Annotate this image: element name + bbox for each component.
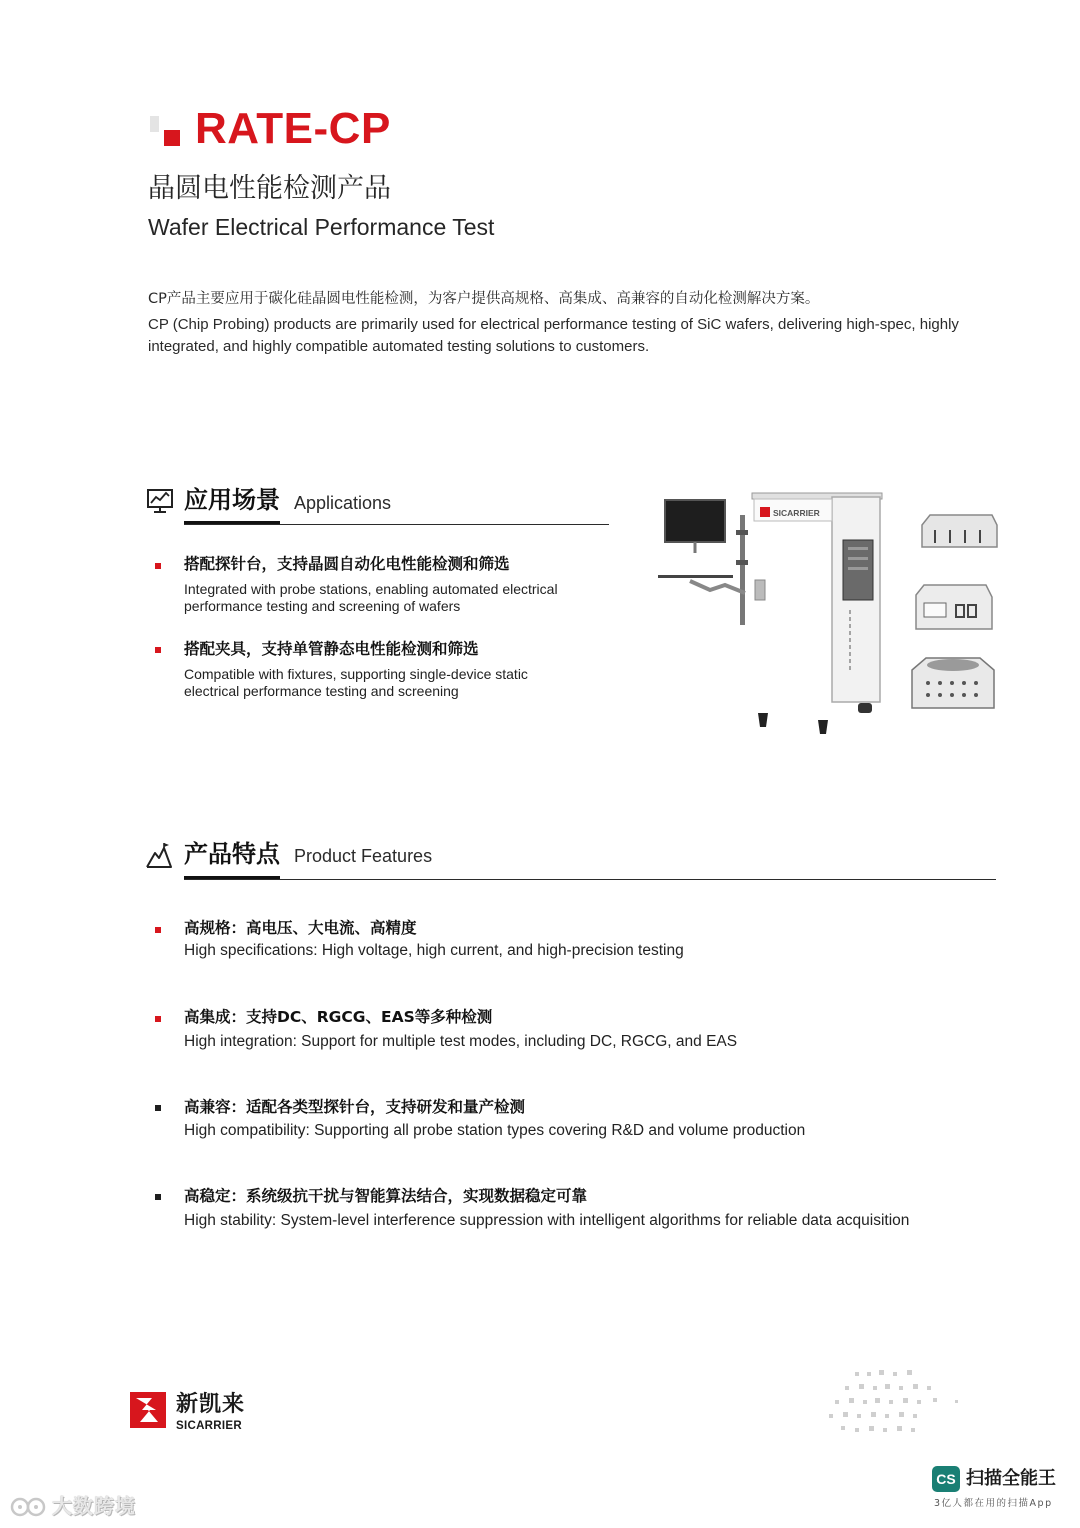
decorative-dot-pattern (815, 1362, 985, 1442)
mountain-peak-icon (145, 842, 173, 870)
feature-item-en: High compatibility: Supporting all probe station types covering R&D and volume production (184, 1122, 806, 1139)
application-item-cn: 搭配夹具，支持单管静态电性能检测和筛选 (184, 640, 479, 658)
monitor-chart-icon (146, 487, 174, 515)
equipment-brand-label: SICARRIER (773, 508, 820, 518)
intro-chinese: CP产品主要应用于碳化硅晶圆电性能检测，为客户提供高规格、高集成、高兼容的自动化检测解决方案。 (148, 291, 820, 307)
feature-item-en: High specifications: High voltage, high current, and high-precision testing (184, 942, 684, 959)
bullet-marker (155, 1016, 161, 1022)
feature-item-en: High stability: System-level interference suppression with intelligent algorithms for reliable data acquisition (184, 1212, 910, 1229)
sicarrier-logo-icon (130, 1392, 166, 1428)
features-title-cn: 产品特点 (184, 840, 280, 868)
applications-title-en: Applications (294, 493, 392, 513)
scanner-app-badge: CS (932, 1466, 960, 1492)
brand-name-en: SICARRIER (176, 1420, 242, 1432)
applications-title-cn: 应用场景 (184, 486, 280, 514)
test-equipment-illustration (650, 485, 1000, 745)
subtitle-english: Wafer Electrical Performance Test (148, 214, 495, 240)
application-item-cn: 搭配探针台，支持晶圆自动化电性能检测和筛选 (184, 555, 510, 573)
scanner-app-name: 扫描全能王 (966, 1468, 1056, 1489)
intro-english: CP (Chip Probing) products are primarily used for electrical performance testing of SiC wafers, delivering high-spec, highly integrated, and highly compatible automated testing solutions to customers. (148, 316, 959, 355)
product-title: RATE-CP (195, 104, 391, 153)
bullet-marker (155, 927, 161, 933)
feature-item-cn: 高集成：支持DC、RGCG、EAS等多种检测 (184, 1008, 493, 1026)
bullet-marker (155, 563, 161, 569)
applications-rule (184, 524, 609, 525)
scanner-app-slogan: 3亿人都在用的扫描App (934, 1498, 1053, 1509)
feature-item-cn: 高规格：高电压、大电流、高精度 (184, 919, 417, 937)
features-rule (184, 879, 996, 880)
subtitle-chinese: 晶圆电性能检测产品 (148, 173, 391, 204)
watermark-text: 大数跨境 (52, 1494, 136, 1518)
bullet-marker (155, 1194, 161, 1200)
watermark-logo-icon (10, 1494, 48, 1520)
application-item-en: Integrated with probe stations, enabling automated electrical performance testing and screening of wafers (184, 581, 558, 614)
feature-item-cn: 高兼容：适配各类型探针台，支持研发和量产检测 (184, 1098, 526, 1116)
feature-item-cn: 高稳定：系统级抗干扰与智能算法结合，实现数据稳定可靠 (184, 1187, 588, 1205)
title-logo-mark (150, 116, 180, 146)
features-title-en: Product Features (294, 846, 433, 866)
application-item-en: Compatible with fixtures, supporting single-device static electrical performance testing and screening (184, 666, 528, 699)
bullet-marker (155, 1105, 161, 1111)
bullet-marker (155, 647, 161, 653)
brand-name-cn: 新凯来 (176, 1392, 246, 1417)
feature-item-en: High integration: Support for multiple test modes, including DC, RGCG, and EAS (184, 1033, 738, 1050)
